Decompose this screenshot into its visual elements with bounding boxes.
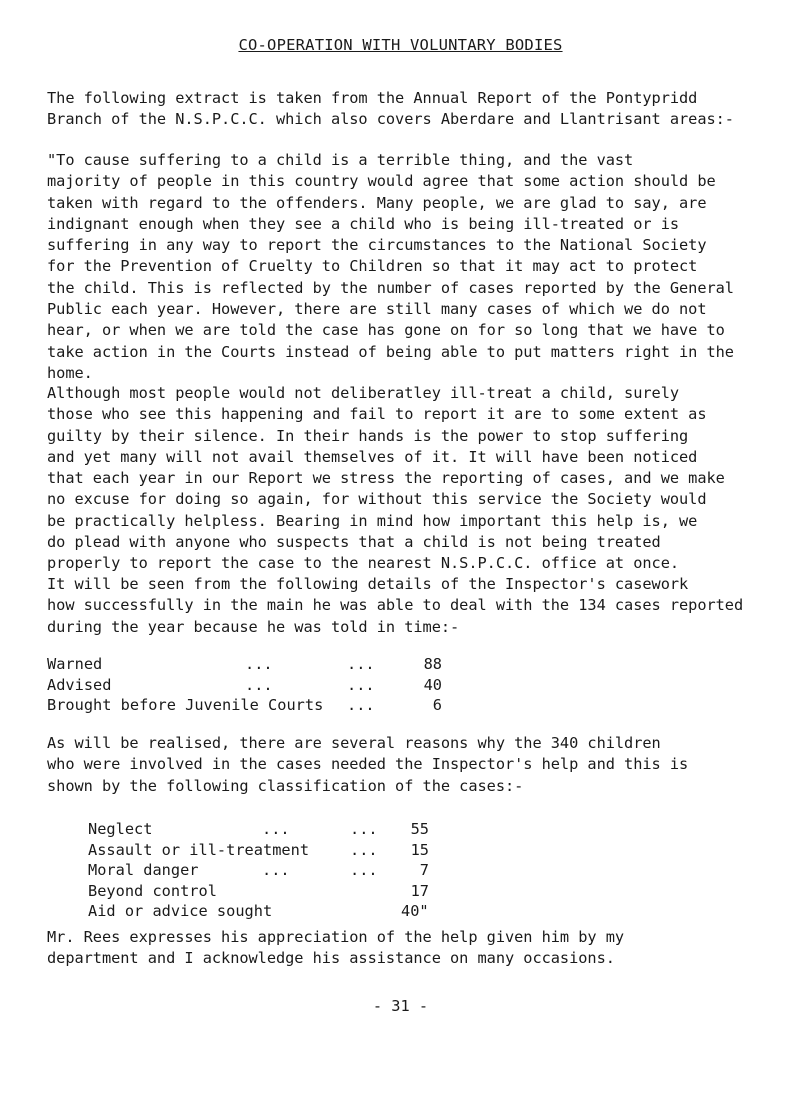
classification-value: 55 bbox=[410, 820, 429, 838]
outcome-row bbox=[47, 654, 447, 675]
leader-dots: ... bbox=[350, 840, 378, 859]
classification-row bbox=[88, 860, 488, 881]
classification-label: Aid or advice sought bbox=[88, 902, 273, 920]
classification-label: Neglect bbox=[88, 820, 153, 838]
intro-paragraph: The following extract is taken from the Annual Report of the Pontypridd Branch of the N.S.P.C.C. which also covers Aberdare and Llantrisant areas:- bbox=[47, 89, 734, 129]
classification-label: Moral danger bbox=[88, 861, 199, 879]
classification-row bbox=[88, 881, 488, 902]
classification-label: Beyond control bbox=[88, 881, 217, 900]
leader-dots: ... bbox=[350, 820, 378, 838]
classification-row bbox=[88, 901, 488, 922]
classification-row bbox=[88, 819, 488, 840]
outcome-value: 40 bbox=[423, 675, 442, 694]
outcome-label: Warned bbox=[47, 655, 103, 673]
outcome-label: Brought before Juvenile Courts bbox=[47, 696, 324, 714]
leader-dots: ... bbox=[262, 820, 290, 838]
quote-paragraph-4: As will be realised, there are several reasons why the 340 children who were involved in the cases needed the Inspector's help and this is shown by the following classification of the cases:- bbox=[47, 734, 689, 795]
outcome-row bbox=[47, 695, 447, 716]
quote-paragraph-3: It will be seen from the following details of the Inspector's casework how successfully in the main he was able to deal with the 134 cases reported during the year because he was told in time:- bbox=[47, 575, 744, 636]
leader-dots: ... bbox=[262, 861, 290, 879]
quote-paragraph-1: "To cause suffering to a child is a terrible thing, and the vast majority of people in this country would agree that some action should be taken with regard to the offenders. Many people, we are glad to say, are indignant enough when they see a child who is being ill-treated or is suffering in any way to report the circumstances to the National Society for the Prevention of Cruelty to Children so that it may act to protect the child. This is reflected by the number of cases reported by the General Public each year. However, there are still many cases of which we do not hear, or when we are told the case has gone on for so long that we have to take action in the Courts instead of being able to put matters right in the home. bbox=[47, 151, 734, 382]
outcome-value: 6 bbox=[432, 696, 442, 714]
classification-value: 7 bbox=[419, 861, 429, 879]
leader-dots: ... bbox=[245, 675, 273, 694]
leader-dots: ... bbox=[350, 861, 378, 879]
classification-value: 40" bbox=[401, 902, 429, 920]
classification-label: Assault or ill-treatment bbox=[88, 840, 310, 859]
closing-paragraph: Mr. Rees expresses his appreciation of the help given him by my department and I acknowledge his assistance on many occasions. bbox=[47, 928, 625, 968]
leader-dots: ... bbox=[347, 696, 375, 714]
leader-dots: ... bbox=[245, 655, 273, 673]
outcome-row bbox=[47, 675, 447, 696]
classification-row bbox=[88, 840, 488, 861]
page-number: - 31 - bbox=[372, 997, 429, 1015]
leader-dots: ... bbox=[347, 655, 375, 673]
outcome-label: Advised bbox=[47, 675, 112, 694]
page-heading: CO-OPERATION WITH VOLUNTARY BODIES bbox=[238, 36, 563, 54]
classification-value: 17 bbox=[410, 881, 429, 900]
leader-dots: ... bbox=[347, 675, 375, 694]
classification-value: 15 bbox=[410, 840, 429, 859]
quote-paragraph-2: Although most people would not deliberatley ill-treat a child, surely those who see this happening and fail to report it are to some extent as guilty by their silence. In their hands is the power to stop suffering and yet many will not avail themselves of it. It will have been noticed that each year in our Report we stress the reporting of cases, and we make no excuse for doing so again, for without this service the Society would be practically helpless. Bearing in mind how important this help is, we do plead with anyone who suspects that a child is not being treated properly to report the case to the nearest N.S.P.C.C. office at once. bbox=[47, 384, 725, 573]
outcome-value: 88 bbox=[423, 655, 442, 673]
outcomes-table bbox=[47, 654, 447, 716]
classification-table bbox=[88, 819, 488, 922]
